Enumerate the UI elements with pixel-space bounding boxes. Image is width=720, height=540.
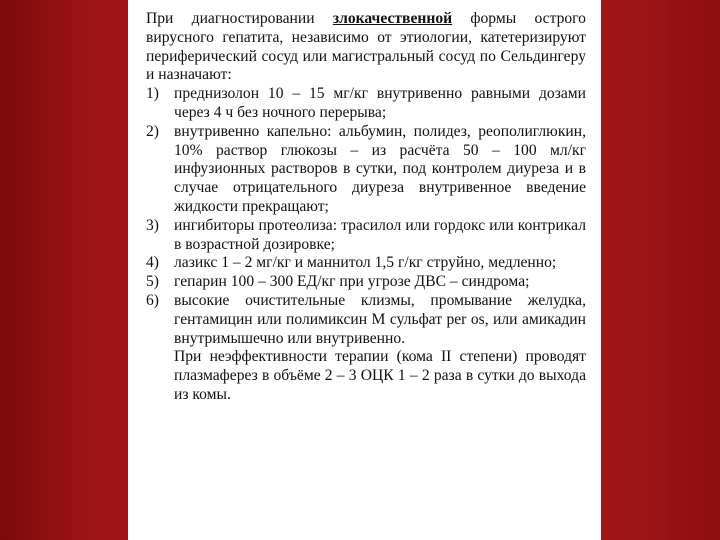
list-item (146, 254, 586, 273)
list-item-number: 1) (146, 85, 159, 103)
list-item-text: преднизолон 10 – 15 мг/кг внутривенно равными дозами через 4 ч без ночного перерыва; (174, 85, 586, 121)
background-left (0, 0, 128, 540)
list-item (146, 292, 586, 348)
intro-text-after: формы острого вирусного гепатита, независимо от этиологии, катетеризируют периферический сосуд или магистральный сосуд по Сельдингеру и назначают: (146, 10, 586, 84)
list-item-number: 5) (146, 273, 159, 291)
list-item-number: 4) (146, 254, 159, 272)
list-item-text: высокие очистительные клизмы, промывание желудка, гентамицин или полимиксин М сульфат per os, или амикадин внутримышечно или внутривенно. (174, 291, 586, 347)
document-page (128, 0, 601, 540)
list-item-number: 6) (146, 291, 159, 309)
list-item-number: 3) (146, 216, 159, 234)
intro-emphasis: злокачественной (332, 10, 453, 27)
list-item (146, 85, 586, 123)
list-item-text: ингибиторы протеолиза: трасилол или гордокс или контрикал в возрастной дозировке; (174, 216, 586, 253)
intro-text-before: При диагностировании (146, 10, 333, 27)
document-text (146, 10, 586, 405)
list-item (146, 123, 586, 217)
background-right (600, 0, 720, 540)
list-item (146, 273, 586, 292)
list-item-text: гепарин 100 – 300 ЕД/кг при угрозе ДВС – синдрома; (174, 273, 530, 291)
list-item-text: внутривенно капельно: альбумин, полидез, реополиглюкин, 10% раствор глюкозы – из расчёта 50 – 100 мл/кг инфузионных растворов в сутки, под контролем диуреза и в случае отрицательного диуреза внутривенное введение жидкости прекращают; (174, 122, 586, 215)
intro-paragraph (146, 10, 586, 85)
closing-paragraph: При неэффективности терапии (кома II степени) проводят плазмаферез в объёме 2 – 3 ОЦК 1 – 2 раза в сутки до выхода из комы. (174, 348, 586, 403)
list-item-text: лазикс 1 – 2 мг/кг и маннитол 1,5 г/кг струйно, медленно; (174, 254, 557, 272)
list-item (146, 217, 586, 255)
list-item-number: 2) (146, 122, 159, 140)
